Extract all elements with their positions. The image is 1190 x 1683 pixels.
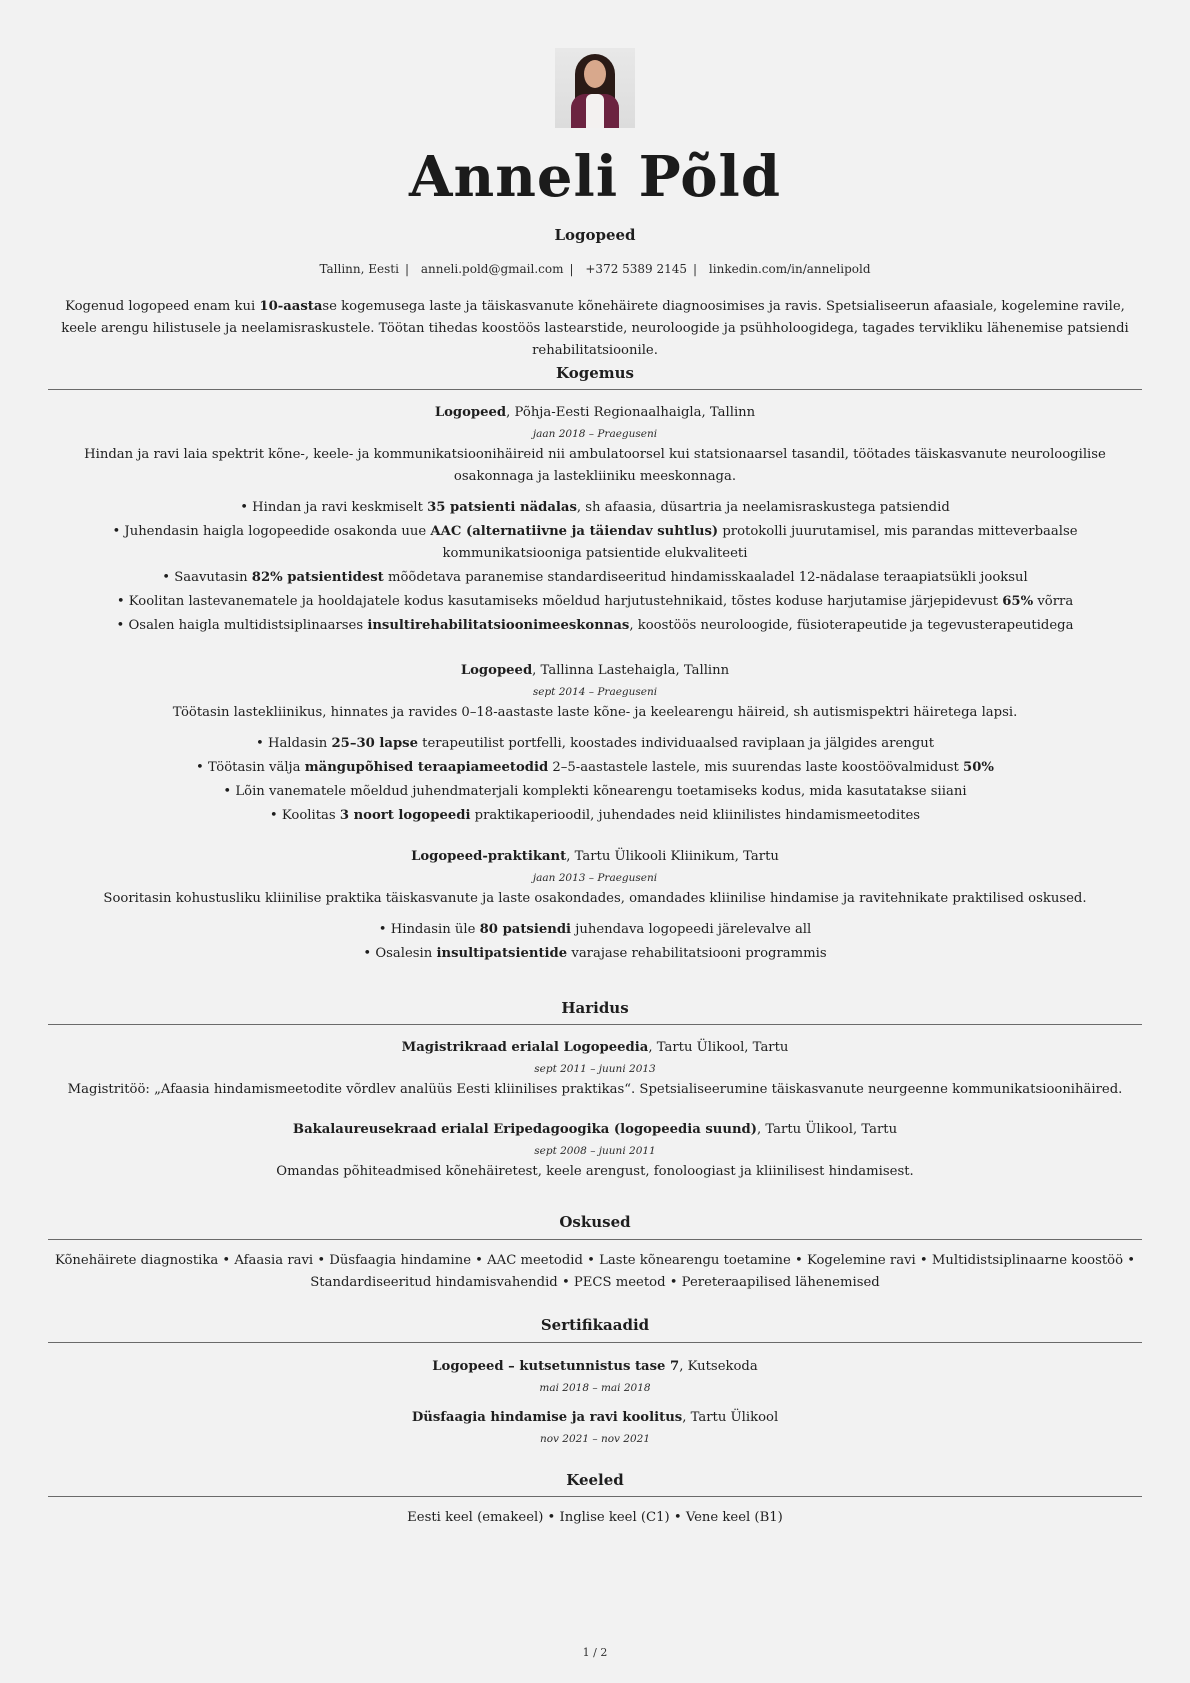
- role-title: Logopeed-praktikant: [411, 849, 567, 864]
- certificate-entry: [48, 1356, 1142, 1398]
- list-item: • Koolitan lastevanematele ja hooldajatele kodus kasutamiseks mõeldud harjutustehnikaid, tõstes koduse harjutamise järjepidevust 65% võrra: [116, 594, 1074, 609]
- separator: |: [693, 262, 698, 276]
- school: , Tartu Ülikool, Tartu: [757, 1122, 898, 1137]
- role-description: Sooritasin kohustusliku kliinilise praktika täiskasvanute ja laste osakondades, omandades kliinilise hindamise ja ravitehnikate praktilised oskused.: [103, 891, 1087, 906]
- education-dates: sept 2011 – juuni 2013: [534, 1063, 656, 1075]
- role-dates: jaan 2013 – Praeguseni: [532, 872, 658, 884]
- section-heading-languages: Keeled: [566, 1471, 624, 1489]
- education-description: Omandas põhiteadmised kõnehäiretest, keele arengust, fonoloogiast ja kliinilisest hindamisest.: [276, 1164, 914, 1179]
- section-divider: [48, 1024, 1142, 1025]
- list-item: • Töötasin välja mängupõhised teraapiameetodid 2–5-aastastele lastele, mis suurendas laste koostöövalmidust 50%: [196, 760, 994, 775]
- page-number: 1 / 2: [582, 1646, 608, 1659]
- certificate-issuer: , Kutsekoda: [679, 1359, 758, 1374]
- role-org: , Tartu Ülikooli Kliinikum, Tartu: [566, 849, 779, 864]
- achievement-list: [48, 496, 1142, 638]
- list-item: • Haldasin 25–30 lapse terapeutilist portfelli, koostades individuaalsed raviplaan ja jälgides arengut: [255, 736, 935, 751]
- certificate-name: Düsfaagia hindamise ja ravi koolitus: [411, 1410, 683, 1425]
- role-dates: jaan 2018 – Praeguseni: [532, 428, 658, 440]
- skills-line: Kõnehäirete diagnostika • Afaasia ravi • Düsfaagia hindamine • AAC meetodid • Laste kõnearengu toetamine • Kogelemine ravi • Multidistsiplinaarne koostöö •: [54, 1253, 1136, 1268]
- certificate-dates: mai 2018 – mai 2018: [539, 1382, 651, 1394]
- certificate-issuer: , Tartu Ülikool: [682, 1410, 779, 1425]
- section-heading-certificates: Sertifikaadid: [540, 1316, 650, 1334]
- section-heading-education: Haridus: [561, 999, 629, 1017]
- education-description: Magistritöö: „Afaasia hindamismeetodite võrdlev analüüs Eesti kliinilises praktikas“. Spetsialiseerumine täiskasvanute neurgeenne kommunikatsioonihäired.: [67, 1082, 1123, 1097]
- certificate-entry: [48, 1407, 1142, 1449]
- location: Tallinn, Eesti: [319, 262, 399, 276]
- role-org: , Tallinna Lastehaigla, Tallinn: [532, 663, 730, 678]
- role-dates: sept 2014 – Praeguseni: [532, 686, 658, 698]
- list-item: • Lõin vanematele mõeldud juhendmaterjali komplekti kõnearengu toetamiseks kodus, mida kasutatakse siiani: [223, 784, 967, 799]
- summary-text: se kogemusega laste ja täiskasvanute kõnehäirete diagnoosimises ja ravis. Spetsialiseerun afaasiale, kogelemine ravile, keele arengu hilistusele ja neelamisraskustele. Töötan tihedas koostöös lastearstide, neuroloogide ja psühholoogidega, tagades tervikliku lähenemise patsiendi rehabilitatsioonile.: [61, 299, 1129, 358]
- certificate-name: Logopeed – kutsetunnistus tase 7: [432, 1359, 680, 1374]
- skills-list: [48, 1250, 1142, 1294]
- achievement-list: [48, 732, 1142, 828]
- list-item: • Juhendasin haigla logopeedide osakonda uue AAC (alternatiivne ja täiendav suhtlus) protokolli juurutamisel, mis parandas mitteverbaalse kommunikatsiooniga patsientide elukvaliteeti: [112, 524, 1078, 561]
- education-dates: sept 2008 – juuni 2011: [534, 1145, 656, 1157]
- role-title: Logopeed: [460, 663, 533, 678]
- section-divider: [48, 1342, 1142, 1343]
- separator: |: [569, 262, 574, 276]
- list-item: • Osalen haigla multidistsiplinaarses insultirehabilitatsioonimeeskonnas, koostöös neuroloogide, füsioterapeutide ja tegevusterapeutidega: [116, 618, 1074, 633]
- summary-text: Kogenud logopeed enam kui: [65, 299, 260, 314]
- list-item: • Hindan ja ravi keskmiselt 35 patsienti nädalas, sh afaasia, düsartria ja neelamisraskustega patsiendid: [240, 500, 950, 515]
- experience-entry: [48, 846, 1142, 966]
- list-item: • Osalesin insultipatsientide varajase rehabilitatsiooni programmis: [363, 946, 827, 961]
- certificate-dates: nov 2021 – nov 2021: [539, 1433, 651, 1445]
- school: , Tartu Ülikool, Tartu: [648, 1040, 789, 1055]
- experience-entry: [48, 402, 1142, 638]
- linkedin-link[interactable]: linkedin.com/in/annelipold: [708, 262, 871, 276]
- role-title: Logopeed: [434, 405, 507, 420]
- section-divider: [48, 1239, 1142, 1240]
- achievement-list: [48, 918, 1142, 966]
- role-org: , Põhja-Eesti Regionaalhaigla, Tallinn: [506, 405, 756, 420]
- separator: |: [404, 262, 409, 276]
- degree: Magistrikraad erialal Logopeedia: [401, 1040, 649, 1055]
- degree: Bakalaureusekraad erialal Eripedagoogika (logopeedia suund): [292, 1122, 757, 1137]
- candidate-name: Anneli Põld: [409, 144, 781, 210]
- profile-photo: [555, 48, 635, 128]
- education-entry: [48, 1119, 1142, 1183]
- role-description: Hindan ja ravi laia spektrit kõne-, keele- ja kommunikatsioonihäireid nii ambulatoorsel kui statsionaarsel tasandil, töötades täiskasvanute neuroloogilise osakonnaga ja lastekliiniku meeskonnaga.: [84, 447, 1106, 484]
- list-item: • Koolitas 3 noort logopeedi praktikaperioodil, juhendades neid kliinilistes hindamismeetodites: [269, 808, 921, 823]
- role-description: Töötasin lastekliinikus, hinnates ja ravides 0–18-aastaste laste kõne- ja keelearengu häireid, sh autismispektri häiretega lapsi.: [172, 705, 1018, 720]
- phone: +372 5389 2145: [585, 262, 688, 276]
- list-item: • Hindasin üle 80 patsiendi juhendava logopeedi järelevalve all: [378, 922, 812, 937]
- summary: [48, 296, 1142, 362]
- skills-line: Standardiseeritud hindamisvahendid • PECS meetod • Pereteraapilised lähenemised: [310, 1275, 880, 1290]
- section-divider: [48, 389, 1142, 390]
- section-divider: [48, 1496, 1142, 1497]
- section-heading-experience: Kogemus: [556, 364, 634, 382]
- experience-entry: [48, 660, 1142, 828]
- email-link[interactable]: anneli.pold@gmail.com: [420, 262, 564, 276]
- education-entry: [48, 1037, 1142, 1101]
- summary-highlight: 10-aasta: [259, 299, 323, 314]
- list-item: • Saavutasin 82% patsientidest mõõdetava paranemise standardiseeritud hindamisskaaladel 12-nädalase teraapiatsükli jooksul: [162, 570, 1028, 585]
- section-heading-skills: Oskused: [559, 1213, 631, 1231]
- job-title: Logopeed: [554, 226, 636, 244]
- contact-line: [0, 262, 1190, 276]
- languages-list: Eesti keel (emakeel) • Inglise keel (C1) • Vene keel (B1): [407, 1510, 783, 1525]
